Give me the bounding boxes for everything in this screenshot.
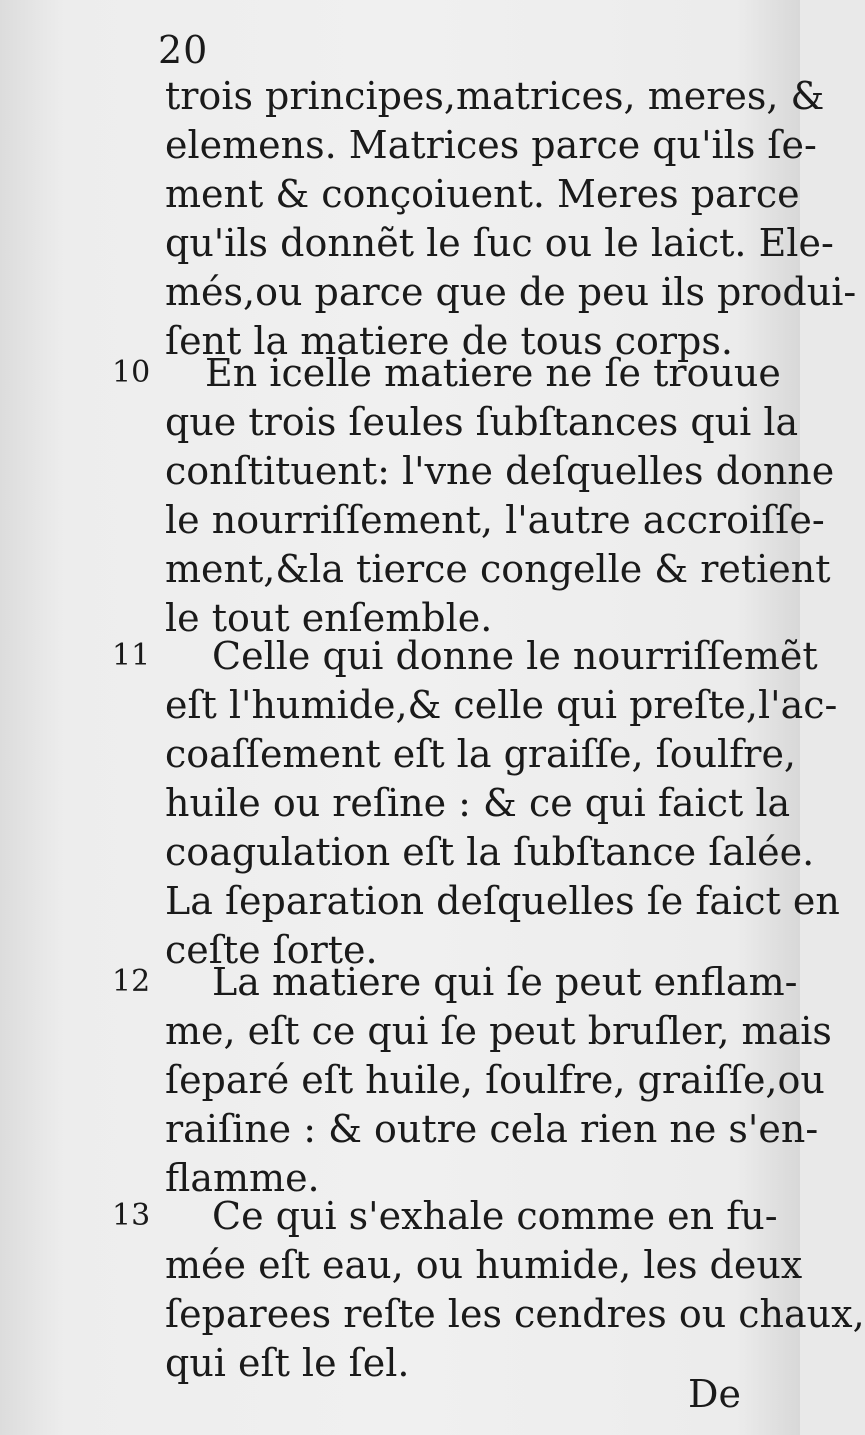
text-line: huile ou reſine : & ce qui faict la — [165, 781, 791, 825]
section-number: 11 — [112, 638, 151, 673]
text-line: que trois ſeules ſubſtances qui la — [165, 400, 799, 444]
text-line: qu'ils donnẽt le ſuc ou le laict. Ele- — [165, 221, 834, 265]
text-line: En icelle matiere ne ſe trouue — [205, 351, 781, 395]
section-number: 10 — [112, 355, 151, 390]
text-line: mée eſt eau, ou humide, les deux — [165, 1243, 803, 1287]
text-line: me, eſt ce qui ſe peut bruſler, mais — [165, 1009, 832, 1053]
page-number: 20 — [158, 28, 209, 72]
text-line: le tout enſemble. — [165, 596, 493, 640]
section-number: 13 — [112, 1198, 151, 1233]
text-line: eſt l'humide,& celle qui preſte,l'ac- — [165, 683, 838, 727]
text-line: conſtituent: l'vne deſquelles donne — [165, 449, 835, 493]
text-line: ſeparé eſt huile, ſoulfre, graiſſe,ou — [165, 1058, 825, 1102]
text-line: La ſeparation deſquelles ſe faict en — [165, 879, 840, 923]
catchword: De — [688, 1372, 741, 1416]
text-line: ceſte ſorte. — [165, 928, 378, 972]
text-line: coaſſement eſt la graiſſe, ſoulfre, — [165, 732, 797, 776]
text-line: raiſine : & outre cela rien ne s'en- — [165, 1107, 819, 1151]
text-line: flamme. — [165, 1156, 320, 1200]
text-line: trois principes,matrices, meres, & — [165, 74, 825, 118]
text-line: ment & conçoiuent. Meres parce — [165, 172, 800, 216]
text-line: ſeparees reſte les cendres ou chaux, — [165, 1292, 865, 1336]
text-line: qui eſt le ſel. — [165, 1341, 410, 1385]
text-line: Ce qui s'exhale comme en fu- — [212, 1194, 778, 1238]
text-line: La matiere qui ſe peut enflam- — [212, 960, 798, 1004]
text-line: ment,&la tierce congelle & retient — [165, 547, 831, 591]
text-line: més,ou parce que de peu ils produi- — [165, 270, 857, 314]
section-number: 12 — [112, 964, 151, 999]
text-line: elemens. Matrices parce qu'ils ſe- — [165, 123, 817, 167]
text-line: le nourriſſement, l'autre accroiſſe- — [165, 498, 825, 542]
text-line: coagulation eſt la ſubſtance ſalée. — [165, 830, 815, 874]
text-line: ſent la matiere de tous corps. — [165, 319, 733, 363]
text-line: Celle qui donne le nourriſſemẽt — [212, 634, 818, 678]
